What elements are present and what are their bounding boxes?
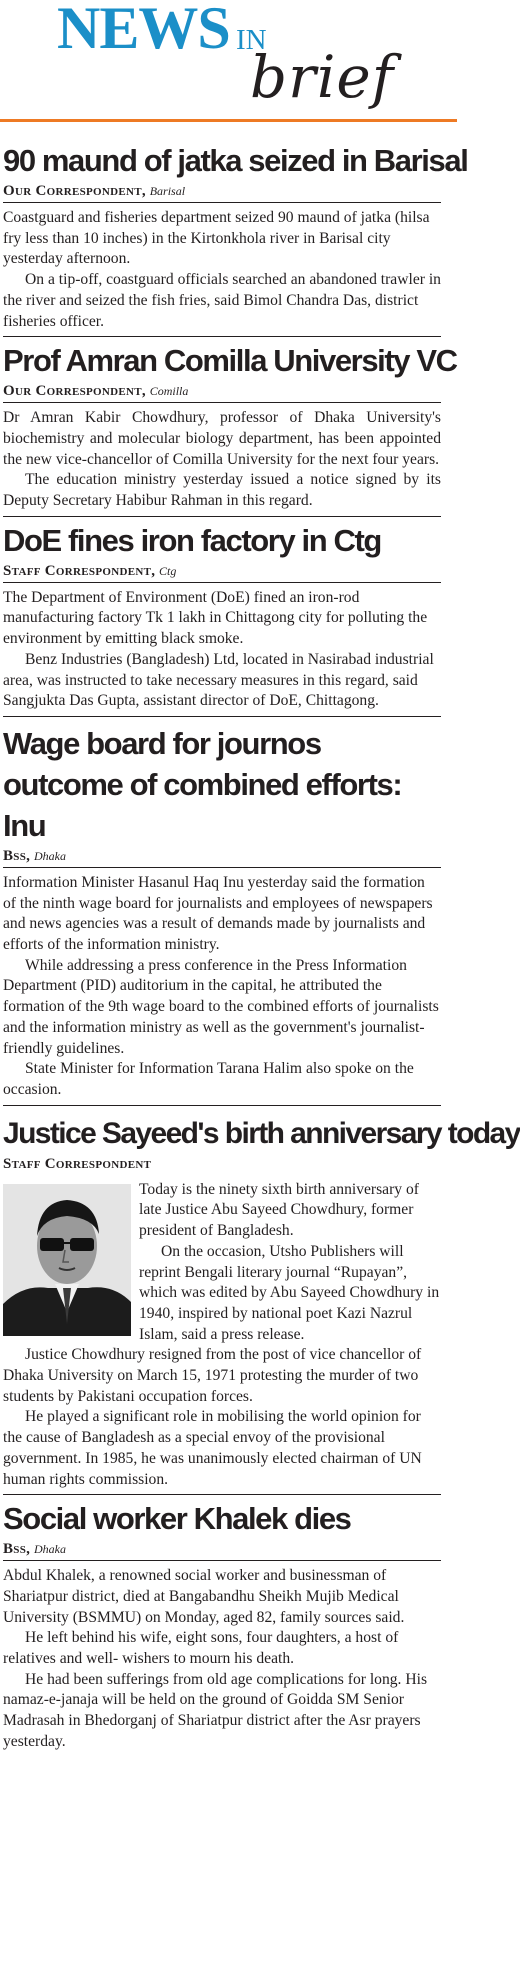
byline [3, 381, 441, 403]
article-comilla-vc [3, 341, 457, 517]
article-jatka [3, 141, 468, 337]
byline-author: Bss, [3, 1541, 31, 1558]
article-divider [3, 1105, 441, 1106]
article-body [3, 583, 441, 712]
byline [3, 1539, 441, 1561]
portrait-photo [3, 1184, 131, 1336]
article-paragraph: On the occasion, Utsho Publishers will reprint Bengali literary journal “Rupayan”, which was edited by Abu Sayeed Chowdhury in 1940, inspired by national poet Kazi Nazrul Islam, said a press release. [139, 1242, 440, 1343]
article-paragraph: Today is the ninety sixth birth anniversary of late Justice Abu Sayeed Chowdhury, former president of Bangladesh. [139, 1180, 419, 1240]
article-body [3, 403, 441, 512]
article-body [3, 868, 441, 1101]
news-column [3, 124, 520, 1753]
article-headline[interactable]: Justice Sayeed's birth anniversary today [3, 1116, 520, 1150]
article-divider [3, 716, 441, 717]
byline-place: Dhaka [33, 1542, 66, 1557]
article-headline[interactable]: Social worker Khalek dies [3, 1501, 351, 1537]
masthead [0, 0, 457, 118]
article-paragraph: The education ministry yesterday issued a notice signed by its Deputy Secretary Habibur Rahman in this regard. [3, 471, 441, 510]
article-paragraph: The Department of Environment (DoE) fined an iron-rod manufacturing factory Tk 1 lakh in Chittagong city for polluting the environment by emitting black smoke. [3, 588, 428, 648]
byline [3, 1154, 441, 1175]
article-paragraph: He had been sufferings from old age complications for long. His namaz-e-janaja will be held on the ground of Goidda SM Senior Madrasah in Bhedorganj of Shariatpur district after the Asr prayers yesterday. [3, 1670, 428, 1750]
masthead-rule [0, 119, 457, 122]
masthead-brief: brief [250, 43, 395, 111]
article-paragraph: State Minister for Information Tarana Halim also spoke on the occasion. [3, 1060, 414, 1098]
article-body [3, 1561, 441, 1752]
article-headline[interactable]: Prof Amran Comilla University VC [3, 343, 457, 379]
byline-author: Staff Correspondent, [3, 562, 156, 579]
article-paragraph: Information Minister Hasanul Haq Inu yesterday said the formation of the ninth wage board for journalists and employees of newspapers and news agencies was a result of demands made by journalists and efforts of the information ministry. [3, 873, 433, 954]
article-paragraph: Coastguard and fisheries department seized 90 maund of jatka (hilsa fry less than 10 inches) in the Kirtonkhola river in Barisal city yesterday afternoon. [3, 209, 430, 268]
byline [3, 561, 441, 583]
article-paragraph: While addressing a press conference in the Press Information Department (PID) auditorium in the capital, he attributed the formation of the 9th wage board to the combined efforts of journalists and the information ministry as well as the government's journalist-friendly guidelines. [3, 956, 439, 1057]
byline [3, 181, 441, 203]
byline-author: Bss, [3, 847, 31, 864]
article-paragraph: Benz Industries (Bangladesh) Ltd, located in Nasirabad industrial area, was instructed to take necessary measures in this regard, said Sangjukta Das Gupta, assistant director of DoE, Chittagong. [3, 650, 434, 710]
article-body [3, 1175, 441, 1491]
article-divider [3, 336, 441, 337]
byline [3, 846, 441, 868]
article-paragraph: Dr Amran Kabir Chowdhury, professor of Dhaka University's biochemistry and molecular biology department, has been appointed the new vice-chancellor of Comilla University for the next four years. [3, 409, 441, 468]
article-headline[interactable]: Wage board for journos outcome of combined efforts: Inu [3, 725, 402, 843]
byline-author: Our Correspondent, [3, 183, 146, 199]
byline-author: Staff Correspondent [3, 1155, 152, 1172]
byline-author: Our Correspondent, [3, 383, 146, 400]
article-doe-fines [3, 521, 441, 717]
article-justice-sayeed [3, 1114, 520, 1496]
article-paragraph: On a tip-off, coastguard officials searched an abandoned trawler in the river and seized the fish fries, said Bimol Chandra Das, district fisheries officer. [3, 271, 441, 330]
article-paragraph: He left behind his wife, eight sons, four daughters, a host of relatives and well- wishers to mourn his death. [3, 1629, 399, 1668]
article-khalek-dies [3, 1499, 441, 1752]
byline-place: Comilla [149, 384, 189, 399]
article-paragraph: He played a significant role in mobilising the world opinion for the cause of Bangladesh as a special envoy of the provisional government. In 1985, he was unanimously elected chairman of UN human rights commission. [3, 1408, 422, 1488]
article-headline[interactable]: 90 maund of jatka seized in Barisal [3, 143, 468, 178]
article-wage-board [3, 723, 441, 1106]
article-paragraph: Abdul Khalek, a renowned social worker and businessman of Shariatpur district, died at Bangabandhu Sheikh Mujib Medical University (BSMMU) on Monday, aged 82, family sources said. [3, 1567, 405, 1626]
article-headline[interactable]: DoE fines iron factory in Ctg [3, 522, 381, 558]
masthead-news: NEWS [57, 0, 230, 61]
article-divider [3, 516, 441, 517]
masthead-in: IN [236, 24, 267, 56]
byline-place: Dhaka [33, 848, 66, 863]
article-divider [3, 1494, 441, 1495]
article-body [3, 203, 441, 332]
byline-place: Ctg [159, 563, 177, 578]
byline-place: Barisal [149, 184, 186, 198]
article-paragraph: Justice Chowdhury resigned from the post of vice chancellor of Dhaka University on March 15, 1971 protesting the murder of two students by Pakistani occupation forces. [3, 1346, 422, 1405]
